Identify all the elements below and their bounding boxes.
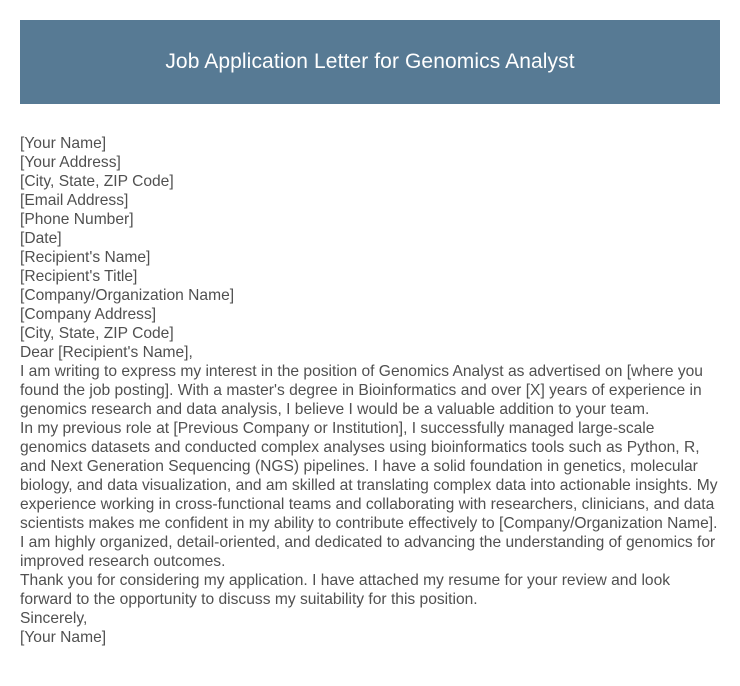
page-header (20, 20, 720, 104)
sender-address: [Your Address] (20, 154, 121, 171)
letter-date: [Date] (20, 230, 62, 247)
page-title: Job Application Letter for Genomics Analyst (165, 50, 575, 73)
signature: [Your Name] (20, 629, 107, 646)
salutation: Dear [Recipient's Name], (20, 344, 193, 361)
sender-city-state-zip: [City, State, ZIP Code] (20, 173, 174, 190)
recipient-name: [Recipient's Name] (20, 249, 151, 266)
closing: Sincerely, (20, 610, 88, 627)
sender-phone: [Phone Number] (20, 211, 134, 228)
recipient-company: [Company/Organization Name] (20, 287, 235, 304)
body-paragraph: Thank you for considering my application. I have attached my resume for your review and look forward to the opportunity to discuss my suitability for this position. (20, 572, 671, 608)
recipient-company-address: [Company Address] (20, 306, 157, 323)
sender-email: [Email Address] (20, 192, 129, 209)
sender-name: [Your Name] (20, 135, 107, 152)
recipient-title: [Recipient's Title] (20, 268, 138, 285)
body-paragraph: I am writing to express my interest in the position of Genomics Analyst as advertised on [where you found the job posting]. With a master's degree in Bioinformatics and over [X] years of experience in genomics research and data analysis, I believe I would be a valuable addition to your team. (20, 363, 703, 418)
body-paragraph: In my previous role at [Previous Company or Institution], I successfully managed large-scale genomics datasets and conducted complex analyses using bioinformatics tools such as Python, R, and Next Generation Sequencing (NGS) pipelines. I have a solid foundation in genetics, molecular biology, and data visualization, and am skilled at translating complex data into actionable insights. My experience working in cross-functional teams and collaborating with researchers, clinicians, and data scientists makes me confident in my ability to contribute effectively to [Company/Organization Name]. I am highly organized, detail-oriented, and dedicated to advancing the understanding of genomics for improved research outcomes. (20, 420, 718, 570)
letter-body (20, 134, 722, 647)
recipient-city-state-zip: [City, State, ZIP Code] (20, 325, 174, 342)
